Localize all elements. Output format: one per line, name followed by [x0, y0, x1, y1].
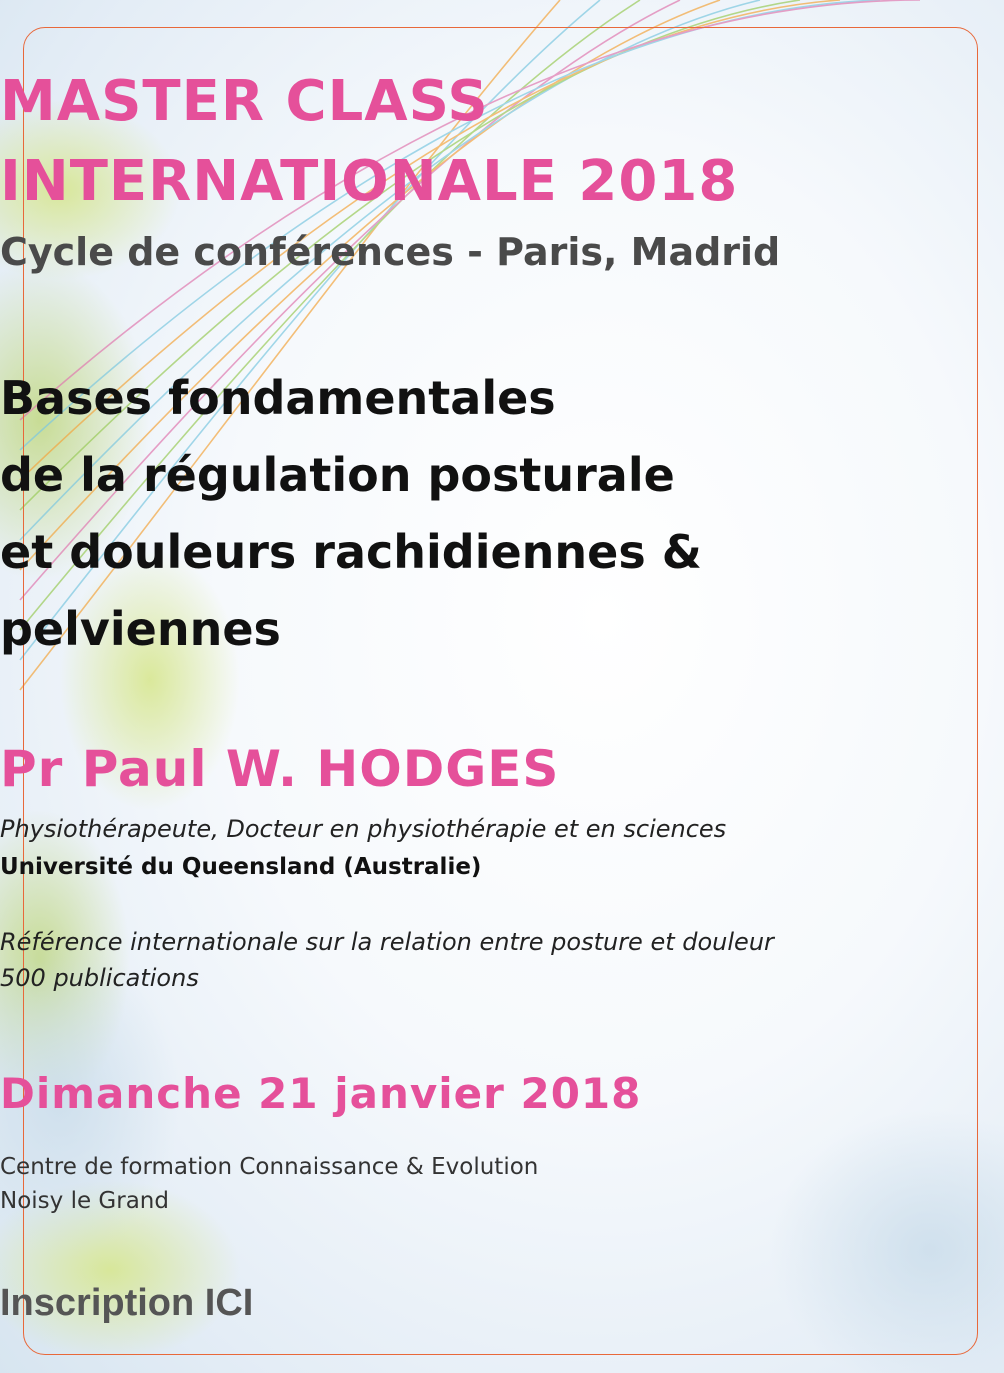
conference-title-line: de la régulation posturale [0, 448, 675, 502]
speaker-reference [0, 924, 1004, 996]
reference-line: 500 publications [0, 964, 199, 992]
speaker-university: Université du Queensland (Australie) [0, 854, 482, 880]
event-date: Dimanche 21 janvier 2018 [0, 1069, 642, 1118]
conference-title-line: et douleurs rachidiennes & [0, 525, 702, 579]
conference-title [0, 360, 1004, 668]
conference-title-line: pelviennes [0, 602, 281, 656]
title-line: INTERNATIONALE 2018 [0, 149, 739, 214]
reference-line: Référence internationale sur la relation entre posture et douleur [0, 928, 774, 956]
venue-line: Noisy le Grand [0, 1188, 169, 1214]
speaker-role: Physiothérapeute, Docteur en physiothérapie et en sciences [0, 815, 727, 843]
event-venue [0, 1150, 1004, 1218]
inscription-link[interactable]: Inscription ICI [0, 1282, 254, 1324]
venue-line: Centre de formation Connaissance & Evolution [0, 1154, 539, 1180]
master-class-title [0, 62, 1004, 222]
conference-title-line: Bases fondamentales [0, 371, 556, 425]
cycle-subtitle: Cycle de conférences - Paris, Madrid [0, 230, 781, 274]
title-line: MASTER CLASS [0, 69, 489, 134]
speaker-name: Pr Paul W. HODGES [0, 740, 560, 798]
